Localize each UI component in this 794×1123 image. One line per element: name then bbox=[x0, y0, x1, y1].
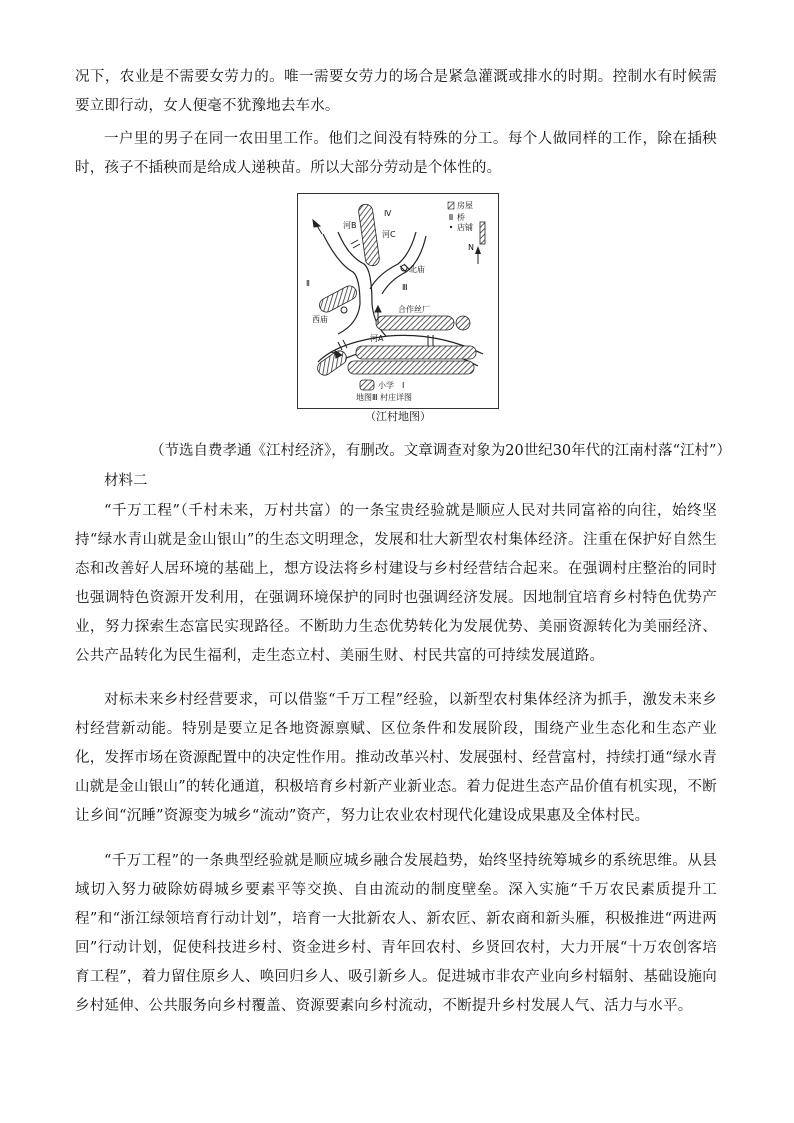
map-label-river-c: 河C bbox=[382, 230, 396, 239]
village-map-drawing bbox=[298, 194, 498, 408]
map-label-roman1: Ⅰ bbox=[402, 381, 405, 390]
legend-house-label: 房屋 bbox=[457, 201, 473, 210]
map-label-north-temple: 北庙 bbox=[409, 265, 425, 274]
north-arrow-icon bbox=[468, 243, 481, 264]
map-label-school: 小学 bbox=[378, 381, 394, 390]
map-label-roman2: Ⅱ bbox=[306, 279, 310, 288]
map-label-roman4: Ⅳ bbox=[384, 209, 392, 218]
material2-paragraph-2: 对标未来乡村经营要求，可以借鉴“千万工程”经验，以新型农村集体经济为抓手，激发未来乡村经营新动能。特别是要立足各地资源禀赋、区位条件和发展阶段，围绕产业生态化和生态产业化，发挥市场在资源配置中的决定性作用。推动改革兴村、发展强村、经营富村，持续打通“绿水青山就是金山银山”的转化通道，积极培育乡村新产业新业态。着力促进生态产品价值有机实现，不断让乡间“沉睡”资源变为城乡“流动”资产，努力让农业农村现代化建设成果惠及全体村民。 bbox=[75, 692, 717, 824]
legend-shop-label: 店铺 bbox=[457, 223, 473, 232]
material2-paragraph-1: “千万工程”（千村未来，万村共富）的一条宝贵经验就是顺应人民对共同富裕的向往，始终坚持“绿水青山就是金山银山”的生态文明理念，发展和壮大新型农村集体经济。注重在保护好自然生态和改善好人居环境的基础上，想方设法将乡村建设与乡村经营结合起来。在强调村庄整治的同时也强调特色资源开发利用，在强调环境保护的同时也强调经济发展。因地制宜培育乡村特色优势产业，努力探索生态富民实现路径。不断助力生态优势转化为发展优势、美丽资源转化为美丽经济、公共产品转化为民生福利，走生态立村、美丽生财、村民共富的可持续发展道路。 bbox=[75, 503, 717, 664]
north-label: N bbox=[468, 243, 474, 252]
map-label-west-temple: 西庙 bbox=[312, 315, 328, 324]
map-label-river-b: 河B bbox=[343, 221, 357, 230]
map-label-river-a: 河A bbox=[370, 334, 384, 343]
material2-paragraph-3: “千万工程”的一条典型经验就是顺应城乡融合发展趋势，始终坚持统筹城乡的系统思维。从县域切入努力破除妨碍城乡要素平等交换、自由流动的制度壁垒。深入实施“千万农民素质提升工程”和“浙江绿领培育行动计划”，培育一大批新农人、新农匠、新农商和新头雁，积极推进“两进两回”行动计划，促使科技进乡村、资金进乡村、青年回农村、乡贤回农村，大力开展“十万农创客培育工程”，着力留住原乡人、唤回归乡人、吸引新乡人。促进城市非农产业向乡村辐射、基础设施向乡村延伸、公共服务向乡村覆盖、资源要素向乡村流动，不断提升乡村发展人气、活力与水平。 bbox=[75, 853, 717, 1014]
west-temple-marker bbox=[341, 307, 347, 313]
map-legend bbox=[448, 200, 473, 232]
map-caption: （江村地图） bbox=[365, 410, 431, 423]
map-title: 地图Ⅲ 村庄详图 bbox=[356, 393, 413, 402]
source-note: （节选自费孝通《江村经济》，有删改。文章调查对象为20世纪30年代的江南村落“江村”） bbox=[150, 443, 731, 459]
map-label-factory: 合作丝厂 bbox=[398, 305, 430, 314]
paragraph-men-work: 一户里的男子在同一农田里工作。他们之间没有特殊的分工。每个人做同样的工作，除在插秧时，孩子不插秧而是给成人递秧苗。所以大部分劳动是个体性的。 bbox=[75, 131, 717, 176]
legend-bridge-label: 桥 bbox=[457, 213, 465, 222]
section-label: 材料二 bbox=[104, 473, 148, 489]
village-map bbox=[297, 193, 499, 409]
paragraph-women-labor: 况下，农业是不需要女劳力的。唯一需要女劳力的场合是紧急灌溉或排水的时期。控制水有时候需要立即行动，女人便毫不犹豫地去车水。 bbox=[75, 69, 717, 114]
map-label-roman3: Ⅲ bbox=[402, 283, 408, 292]
